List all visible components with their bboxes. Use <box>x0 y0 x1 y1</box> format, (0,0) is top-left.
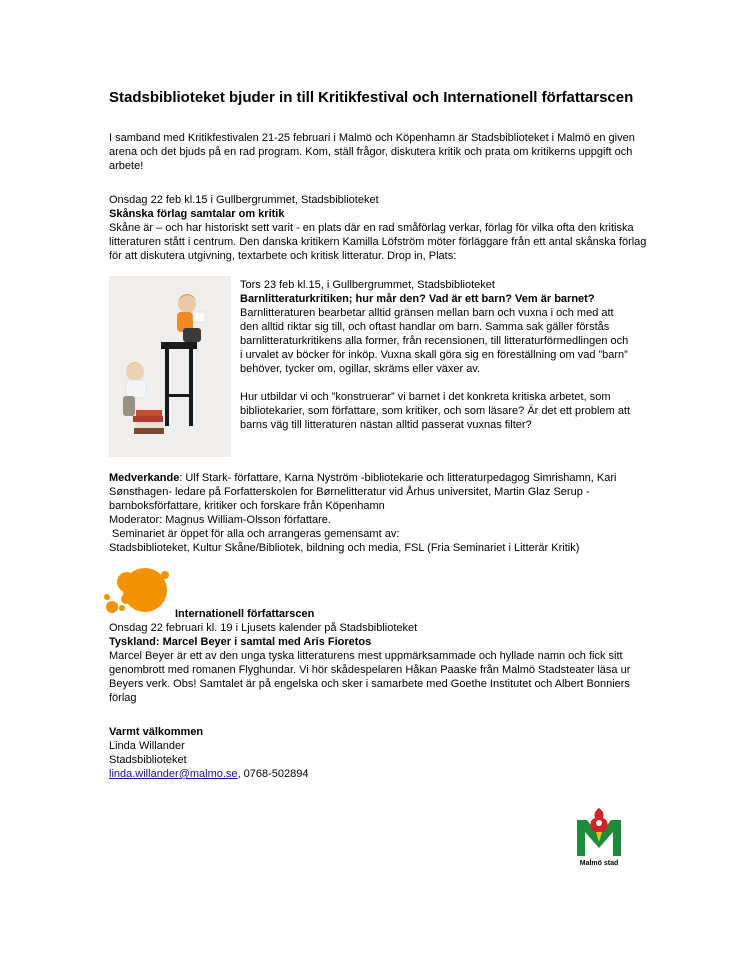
participants-text: : Ulf Stark- författare, Karna Nyström -bibliotekarie och litteraturpedagog Simrishamn, Kari Sønsthagen- ledare på Forfatterskolen for Børnelitteratur vid Århus universitet, Martin Glaz Serup - barnboksförfattare, kritiker och forskare från Köpenhamn <box>109 472 617 512</box>
intro-paragraph: I samband med Kritikfestivalen 21-25 februari i Malmö och Köpenhamn är Stadsbiblioteket i Malmö en given arena och det bjuds på en rad program. Kom, ställ frågor, diskutera kritik och prata om kritikerns uppgift och arbete! <box>109 132 635 172</box>
event-date: Tors 23 feb kl.15, i Gullbergrummet, Stadsbiblioteket <box>240 279 495 291</box>
scene-subheading: Tyskland: Marcel Beyer i samtal med Aris Fioretos <box>109 636 372 648</box>
event-body: Hur utbildar vi och ”konstruerar” vi barnet i det konkreta kritiska arbetet, som bibliotekarier, som författare, som kritiker, och som läsare? Är det ett problem att barns väg till litteraturen nästan alltid passerat vuxnas filter? <box>240 391 631 431</box>
open-seminar-text: Seminariet är öppet för alla och arrangeras gemensamt av: <box>112 528 400 540</box>
moderator-text: Moderator: Magnus William-Olsson författare. <box>109 514 331 526</box>
welcome-text: Varmt välkommen <box>109 726 204 738</box>
contact-org: Stadsbiblioteket <box>109 754 187 766</box>
event-body: Skåne är – och har historiskt sett varit - en plats där en rad småförlag verkar, förlag för vilka ofta den kritiska litteraturen stått i centrum. Den danska kritikern Kamilla Löfström möter förläggare från ett antal skånska förlag för att diskutera utgivning, textarbete och kritisk litteratur. Drop in, Plats: <box>109 222 647 262</box>
event-date: Onsdag 22 feb kl.15 i Gullbergrummet, Stadsbiblioteket <box>109 194 379 206</box>
logo-text: Malmö stad <box>579 860 619 867</box>
participants-paragraph <box>109 471 649 513</box>
children-books-photo <box>109 276 231 457</box>
email-link[interactable]: linda.willander@malmo.se <box>109 768 238 780</box>
event-barnlitteratur <box>240 278 632 432</box>
event-skanska-forlag <box>109 193 649 263</box>
event-heading: Barnlitteraturkritiken; hur mår den? Vad är ett barn? Vem är barnet? <box>240 293 595 305</box>
scene-date: Onsdag 22 februari kl. 19 i Ljusets kalender på Stadsbiblioteket <box>109 622 418 634</box>
closing-section <box>109 725 649 781</box>
scene-heading: Internationell författarscen <box>175 608 315 620</box>
malmo-stad-logo <box>575 806 623 868</box>
page-title: Stadsbiblioteket bjuder in till Kritikfestival och Internationell författarscen <box>109 89 634 106</box>
event-body: Barnlitteraturen bearbetar alltid gränsen mellan barn och vuxna i och med att den alltid riktar sig till, och oftast handlar om barn. Samma sak gäller förstås barnlitteraturkritikens alla former, från recensionen, till litteraturförmedlingen och i urvalet av böcker för inköp. Vuxna skall göra sig en föreställning om vad ”barn” behöver, tycker om, ogillar, skräms eller växer av. <box>240 307 629 375</box>
contact-line <box>109 767 649 781</box>
event-heading: Skånska förlag samtalar om kritik <box>109 208 285 220</box>
organizers-text: Stadsbiblioteket, Kultur Skåne/Bibliotek, bildning och media, FSL (Fria Seminariet i Litterär Kritik) <box>109 542 580 554</box>
scene-section <box>109 621 649 705</box>
contact-phone: , 0768-502894 <box>237 768 309 780</box>
scene-body: Marcel Beyer är ett av den unga tyska litteraturens mest uppmärksammade och hyllade namn och fick sitt genombrott med romanen Flyghundar. Vi hör skådespelaren Håkan Paaske från Malmö Stadsteater läsa ur Beyers verk. Obs! Samtalet är på engelska och sker i samarbete med Goethe Institutet och Albert Bonniers förlag <box>109 650 631 704</box>
participants-label: Medverkande <box>109 472 180 484</box>
contact-name: Linda Willander <box>109 740 185 752</box>
participants-section <box>109 471 649 555</box>
orange-splash-icon <box>103 563 177 618</box>
